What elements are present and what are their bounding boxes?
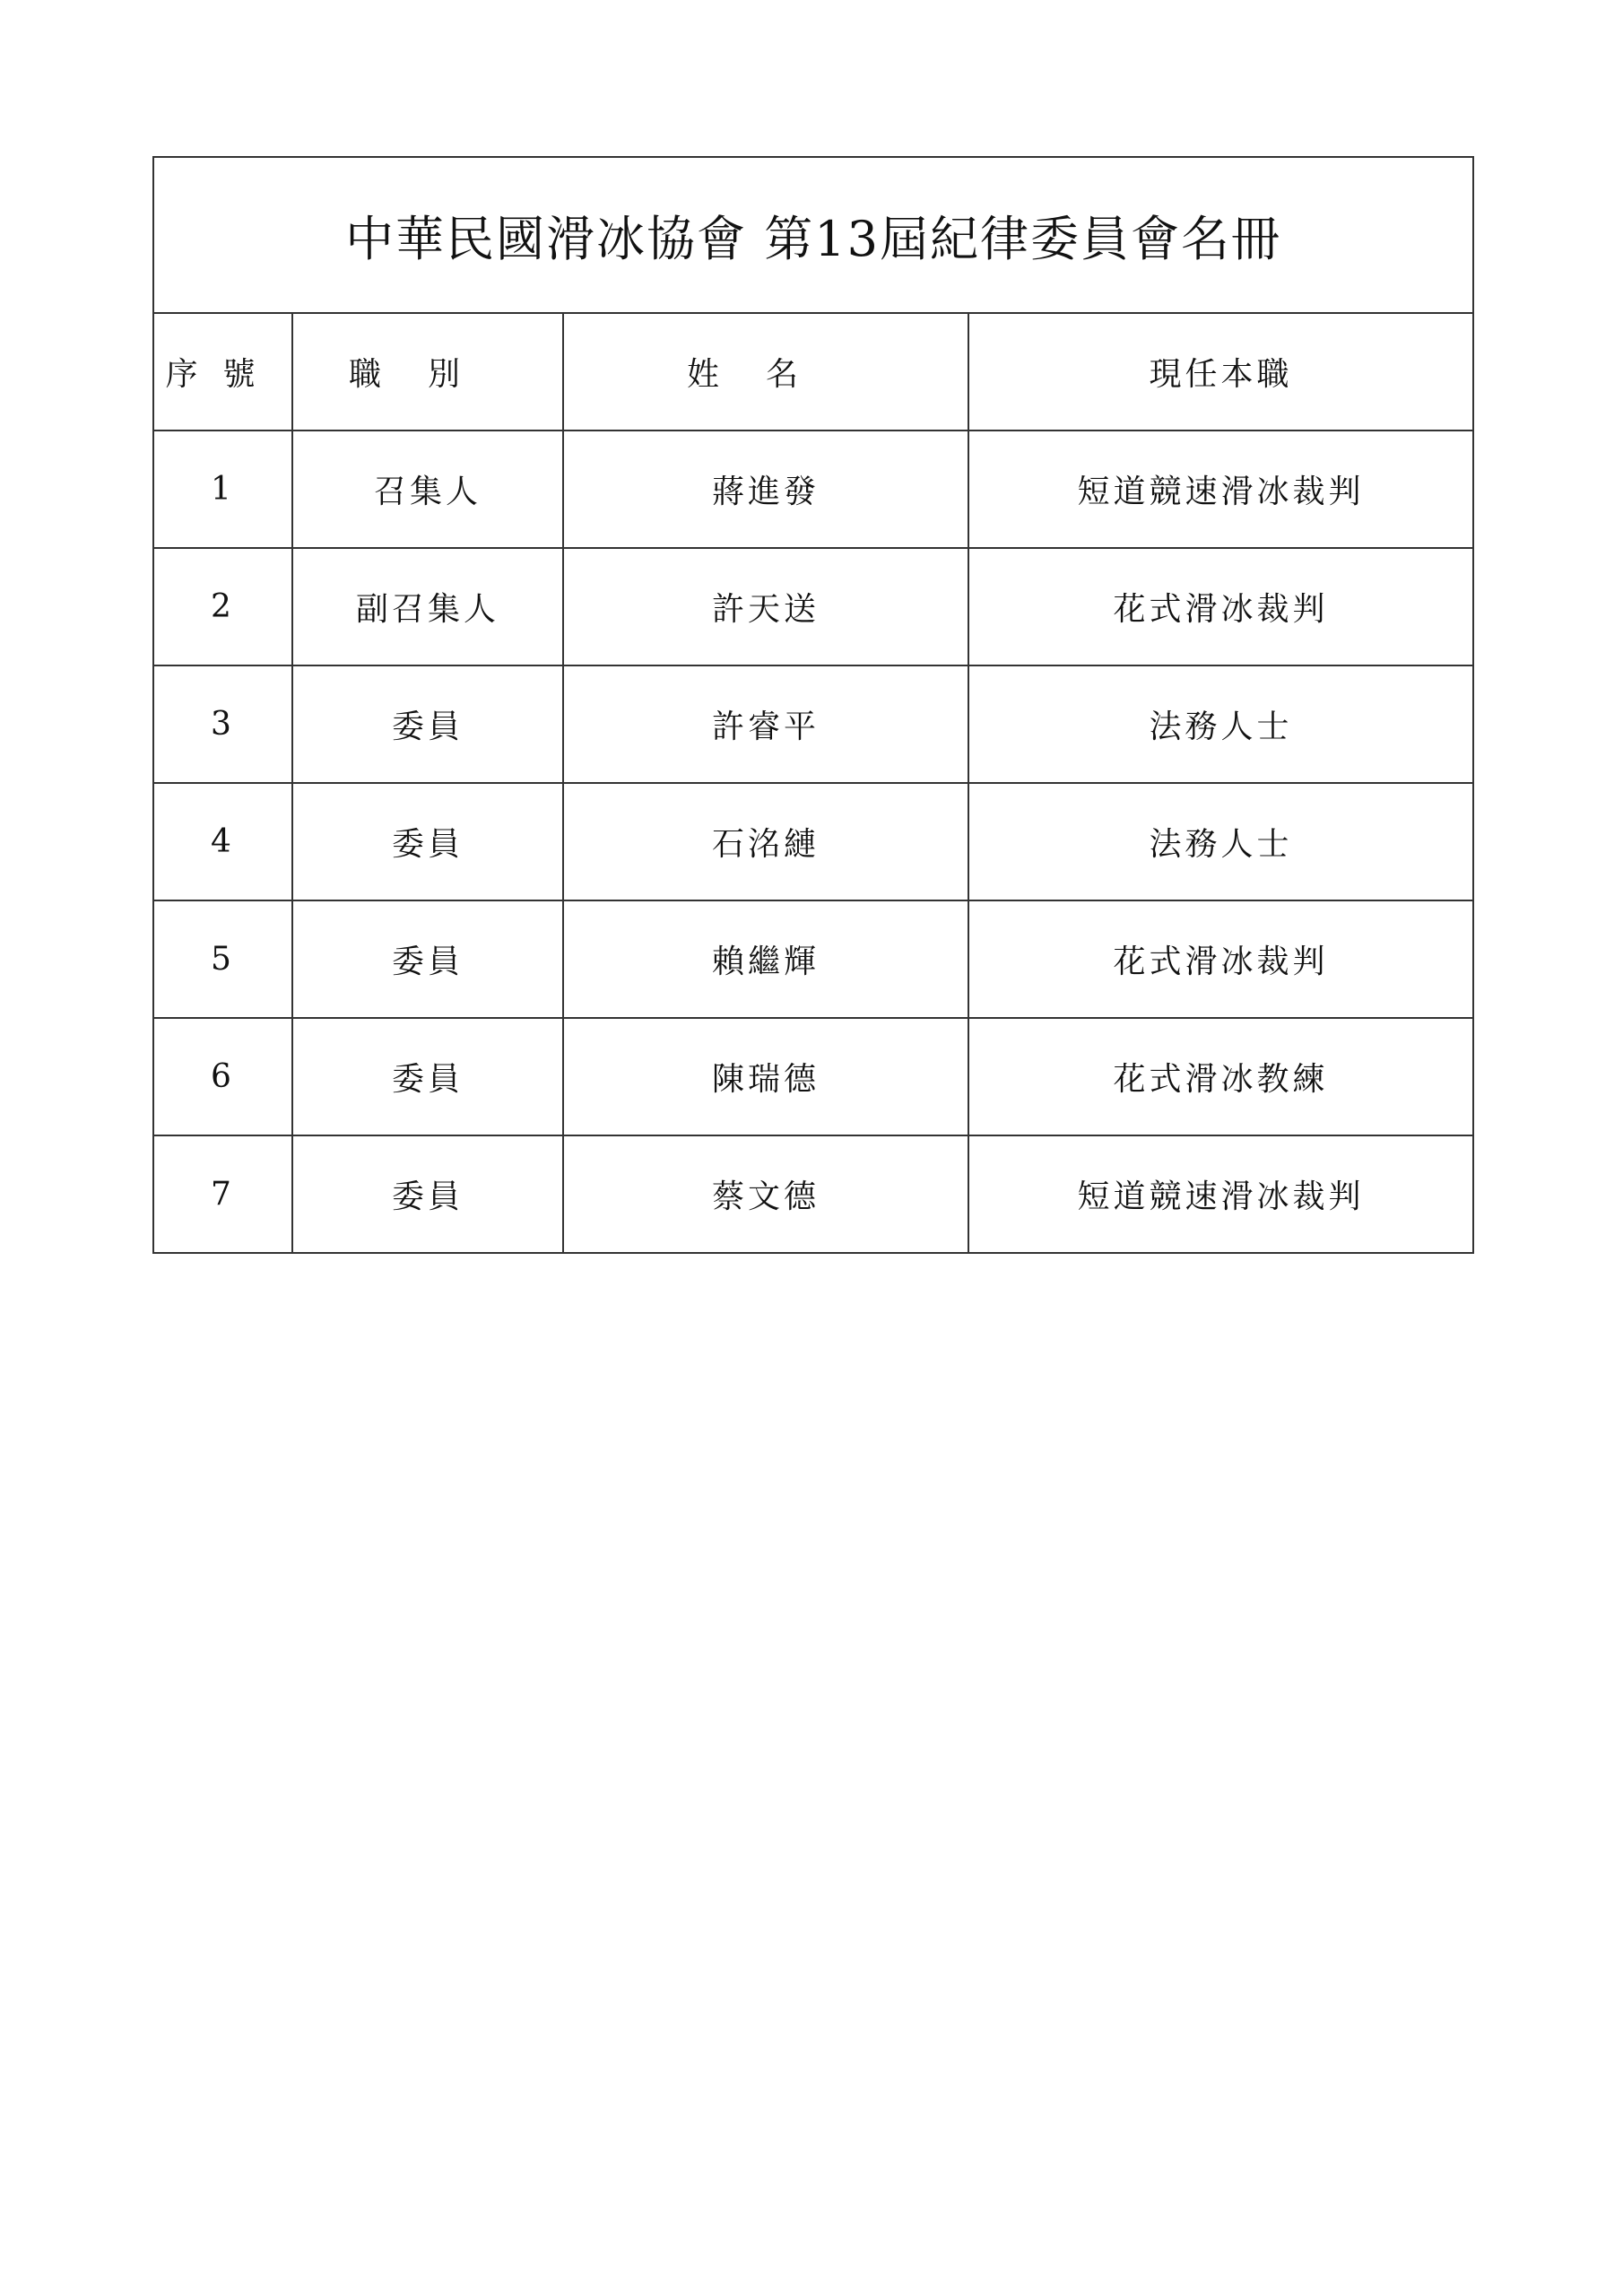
row-job: 法務人士 [968, 783, 1473, 900]
row-role: 委員 [292, 783, 563, 900]
title-row [153, 157, 1473, 313]
row-no: 4 [153, 783, 292, 900]
row-name: 石洺縺 [563, 783, 968, 900]
table-row [153, 548, 1473, 665]
row-name: 陳瑞德 [563, 1018, 968, 1135]
row-no: 6 [153, 1018, 292, 1135]
row-job: 花式滑冰裁判 [968, 548, 1473, 665]
table-row [153, 783, 1473, 900]
row-name: 許睿平 [563, 665, 968, 783]
table-row [153, 665, 1473, 783]
table-row [153, 1135, 1473, 1253]
row-role: 副召集人 [292, 548, 563, 665]
row-role: 委員 [292, 1135, 563, 1253]
header-job: 現任本職 [968, 313, 1473, 430]
row-no: 7 [153, 1135, 292, 1253]
row-job: 法務人士 [968, 665, 1473, 783]
table-row [153, 1018, 1473, 1135]
row-name: 蔡文德 [563, 1135, 968, 1253]
row-name: 許天送 [563, 548, 968, 665]
header-row [153, 313, 1473, 430]
row-job: 短道競速滑冰裁判 [968, 1135, 1473, 1253]
row-no: 5 [153, 900, 292, 1018]
row-name: 蔣進發 [563, 430, 968, 548]
row-job: 短道競速滑冰裁判 [968, 430, 1473, 548]
committee-roster-table [152, 156, 1474, 1254]
row-no: 1 [153, 430, 292, 548]
row-no: 2 [153, 548, 292, 665]
row-role: 委員 [292, 1018, 563, 1135]
document-title: 中華民國滑冰協會 第13屆紀律委員會名冊 [153, 157, 1473, 313]
row-role: 委員 [292, 665, 563, 783]
row-role: 委員 [292, 900, 563, 1018]
row-job: 花式滑冰裁判 [968, 900, 1473, 1018]
header-role: 職別 [292, 313, 563, 430]
table-row [153, 900, 1473, 1018]
header-no: 序號 [153, 313, 292, 430]
row-role: 召集人 [292, 430, 563, 548]
row-no: 3 [153, 665, 292, 783]
row-job: 花式滑冰教練 [968, 1018, 1473, 1135]
table-row [153, 430, 1473, 548]
header-name: 姓名 [563, 313, 968, 430]
row-name: 賴繼輝 [563, 900, 968, 1018]
